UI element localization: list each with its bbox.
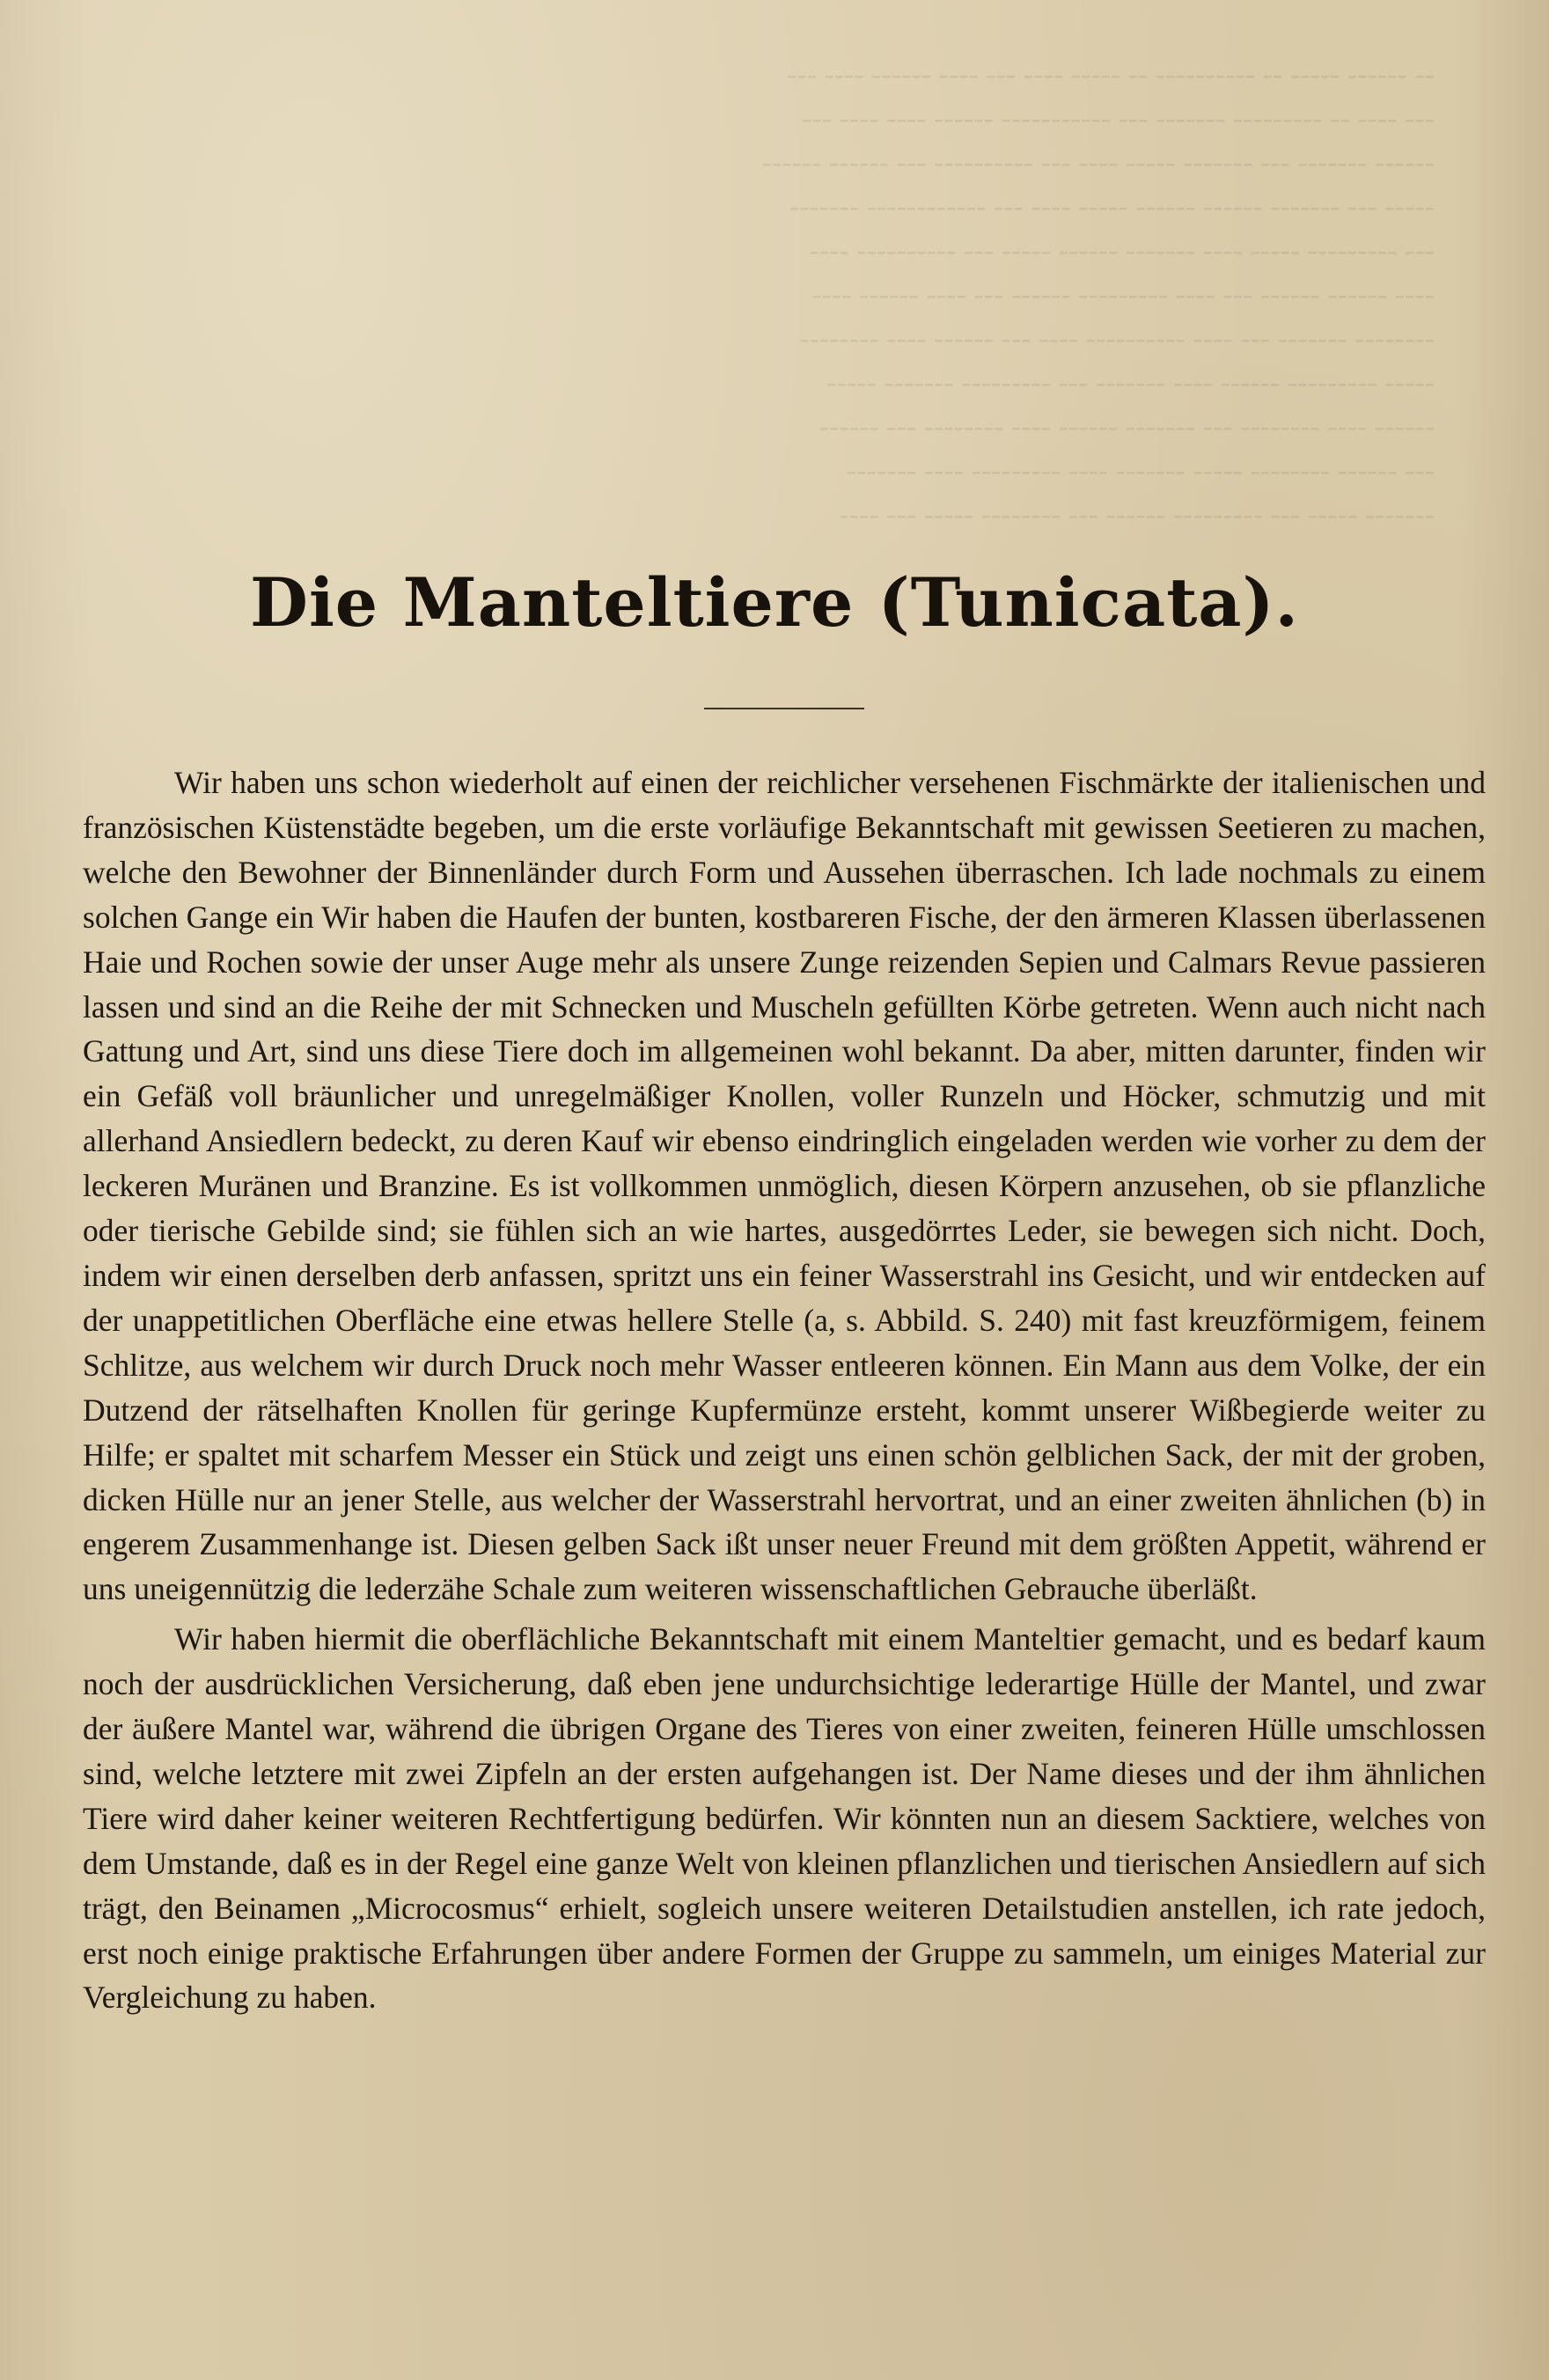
show-through-from-previous-page: ‑‑ ‑‑‑‑‑‑ ‑‑‑‑‑ ‑‑ ‑‑‑‑‑‑‑‑‑‑ ‑‑ ‑‑‑‑‑ ‑‑‑‑ ‑‑‑ ‑‑‑‑ ‑‑‑‑‑‑ ‑‑‑‑ ‑‑‑ ‑‑‑ ‑‑‑‑ ‑‑ ‑‑‑‑‑‑‑‑‑ ‑‑‑‑‑‑‑ ‑‑‑ ‑‑‑‑‑‑‑‑‑‑‑ ‑‑‑‑‑‑ ‑‑‑‑ ‑‑‑‑ ‑‑‑ ‑‑‑‑‑‑ ‑‑‑‑‑‑‑ ‑‑‑ ‑‑‑‑‑‑‑ ‑‑‑‑‑ ‑‑‑‑ ‑‑‑ ‑‑‑‑‑‑‑‑‑‑ ‑‑‑ ‑‑‑‑‑‑ ‑‑‑‑‑‑ ‑‑‑‑‑ ‑‑‑ ‑‑‑‑‑‑‑ ‑‑‑‑‑‑ ‑‑‑‑‑‑ ‑‑‑‑‑ ‑‑‑‑ ‑‑‑ ‑‑‑‑‑‑‑‑‑‑‑‑ ‑‑‑‑‑‑‑ ‑‑‑ ‑‑‑‑‑‑‑‑‑ ‑‑‑‑‑ ‑‑‑‑ ‑‑‑‑‑‑‑ ‑‑‑‑‑‑ ‑‑‑‑‑ ‑‑‑ ‑‑‑‑‑‑‑‑‑‑ ‑‑‑‑ ‑‑‑‑ ‑‑‑‑‑‑ ‑‑‑‑‑‑ ‑‑‑ ‑‑‑‑ ‑‑‑‑‑‑‑‑‑ ‑‑‑‑‑‑ ‑‑‑ ‑‑‑‑ ‑‑‑‑‑‑ ‑‑‑‑ ‑‑‑‑‑‑‑‑ ‑‑‑‑‑‑‑ ‑‑‑ ‑‑‑‑ ‑‑‑‑‑‑‑‑‑‑ ‑‑‑‑ ‑‑‑ ‑‑‑‑‑‑ ‑‑‑‑ ‑‑‑‑‑‑‑‑ ‑‑‑‑‑ ‑‑‑‑‑‑‑‑‑ ‑‑‑‑‑‑ ‑‑‑‑ ‑‑‑‑‑‑‑ ‑‑‑ ‑‑‑‑‑‑‑‑‑ ‑‑‑‑‑‑‑ ‑‑‑‑‑ ‑‑‑‑‑‑ ‑‑‑‑ ‑‑‑‑‑‑‑‑ ‑‑‑ ‑‑‑‑‑‑‑ ‑‑‑‑‑‑ ‑‑‑‑ ‑‑‑‑‑‑‑‑ ‑‑‑ ‑‑‑‑‑‑ ‑‑‑ ‑‑‑‑‑‑ ‑‑‑‑‑‑‑‑ ‑‑‑‑‑ ‑‑‑‑‑‑‑ ‑‑‑‑ ‑‑‑‑‑‑‑‑‑ ‑‑‑‑ ‑‑‑‑‑‑‑ ‑‑‑‑‑‑‑ ‑‑‑‑‑ ‑‑‑ ‑‑‑‑‑‑‑‑‑ ‑‑‑‑‑‑ ‑‑‑ ‑‑‑‑‑‑‑‑ ‑‑‑‑‑ ‑‑‑ ‑‑‑‑ <box>761 58 1435 531</box>
paragraph-2: Wir haben hiermit die oberflächliche Bekanntschaft mit einem Manteltier gemacht, und es bedarf kaum noch der ausdrücklichen Versicherung, daß eben jene undurchsichtige lederartige Hülle der Mantel, und zwar der äußere Mantel war, während die übrigen Organe des Tieres von einer zweiten, feineren Hülle umschlossen sind, welche letztere mit zwei Zipfeln an der ersten aufgehangen ist. Der Name dieses und der ihm ähnlichen Tiere wird daher keiner weiteren Rechtfertigung bedürfen. Wir könnten nun an diesem Sacktiere, welches von dem Umstande, daß es in der Regel eine ganze Welt von kleinen pflanzlichen und tierischen Ansiedlern auf sich trägt, den Beinamen „Microcosmus“ erhielt, sogleich unsere weiteren Detailstudien anstellen, ich rate jedoch, erst noch einige praktische Erfahrungen über andere Formen der Gruppe zu sammeln, um einiges Material zur Vergleichung zu haben. <box>83 1621 1486 2016</box>
page-title: Die Manteltiere (Tunicata). <box>250 563 1299 642</box>
body-text <box>83 760 1486 2021</box>
paragraph-1: Wir haben uns schon wiederholt auf einen der reichlicher versehenen Fischmärkte der italienischen und französischen Küstenstädte begeben, um die erste vorläufige Bekanntschaft mit gewissen Seetieren zu machen, welche den Bewohner der Binnenländer durch Form und Aussehen überraschen. Ich lade nochmals zu einem solchen Gange ein Wir haben die Haufen der bunten, kostbareren Fische, der den ärmeren Klassen überlassenen Haie und Rochen sowie der unser Auge mehr als unsere Zunge reizenden Sepien und Calmars Revue passieren lassen und sind an die Reihe der mit Schnecken und Muscheln gefüllten Körbe getreten. Wenn auch nicht nach Gattung und Art, sind uns diese Tiere doch im allgemeinen wohl bekannt. Da aber, mitten darunter, finden wir ein Gefäß voll bräunlicher und unregelmäßiger Knollen, voller Runzeln und Höcker, schmutzig und mit allerhand Ansiedlern bedeckt, zu deren Kauf wir ebenso eindringlich eingeladen werden wie vorher zu dem der leckeren Muränen und Branzine. Es ist vollkommen unmöglich, diesen Körpern anzusehen, ob sie pflanzliche oder tierische Gebilde sind; sie fühlen sich an wie hartes, ausgedörrtes Leder, sie bewegen sich nicht. Doch, indem wir einen derselben derb anfassen, spritzt uns ein feiner Wasserstrahl ins Gesicht, und wir entdecken auf der unappetitlichen Oberfläche eine etwas hellere Stelle (a, s. Abbild. S. 240) mit fast kreuzförmigem, feinem Schlitze, aus welchem wir durch Druck noch mehr Wasser entleeren können. Ein Mann aus dem Volke, der ein Dutzend der rätselhaften Knollen für geringe Kupfermünze ersteht, kommt unserer Wißbegierde weiter zu Hilfe; er spaltet mit scharfem Messer ein Stück und zeigt uns einen schön gelblichen Sack, der mit der groben, dicken Hülle nur an jener Stelle, aus welcher der Wasserstrahl hervortrat, und an einer zweiten ähnlichen (b) in engerem Zusammenhange ist. Diesen gelben Sack ißt unser neuer Freund mit dem größten Appetit, während er uns uneigennützig die lederzähe Schale zum weiteren wissenschaftlichen Gebrauche überläßt. <box>83 765 1486 1607</box>
title-rule <box>704 708 864 709</box>
